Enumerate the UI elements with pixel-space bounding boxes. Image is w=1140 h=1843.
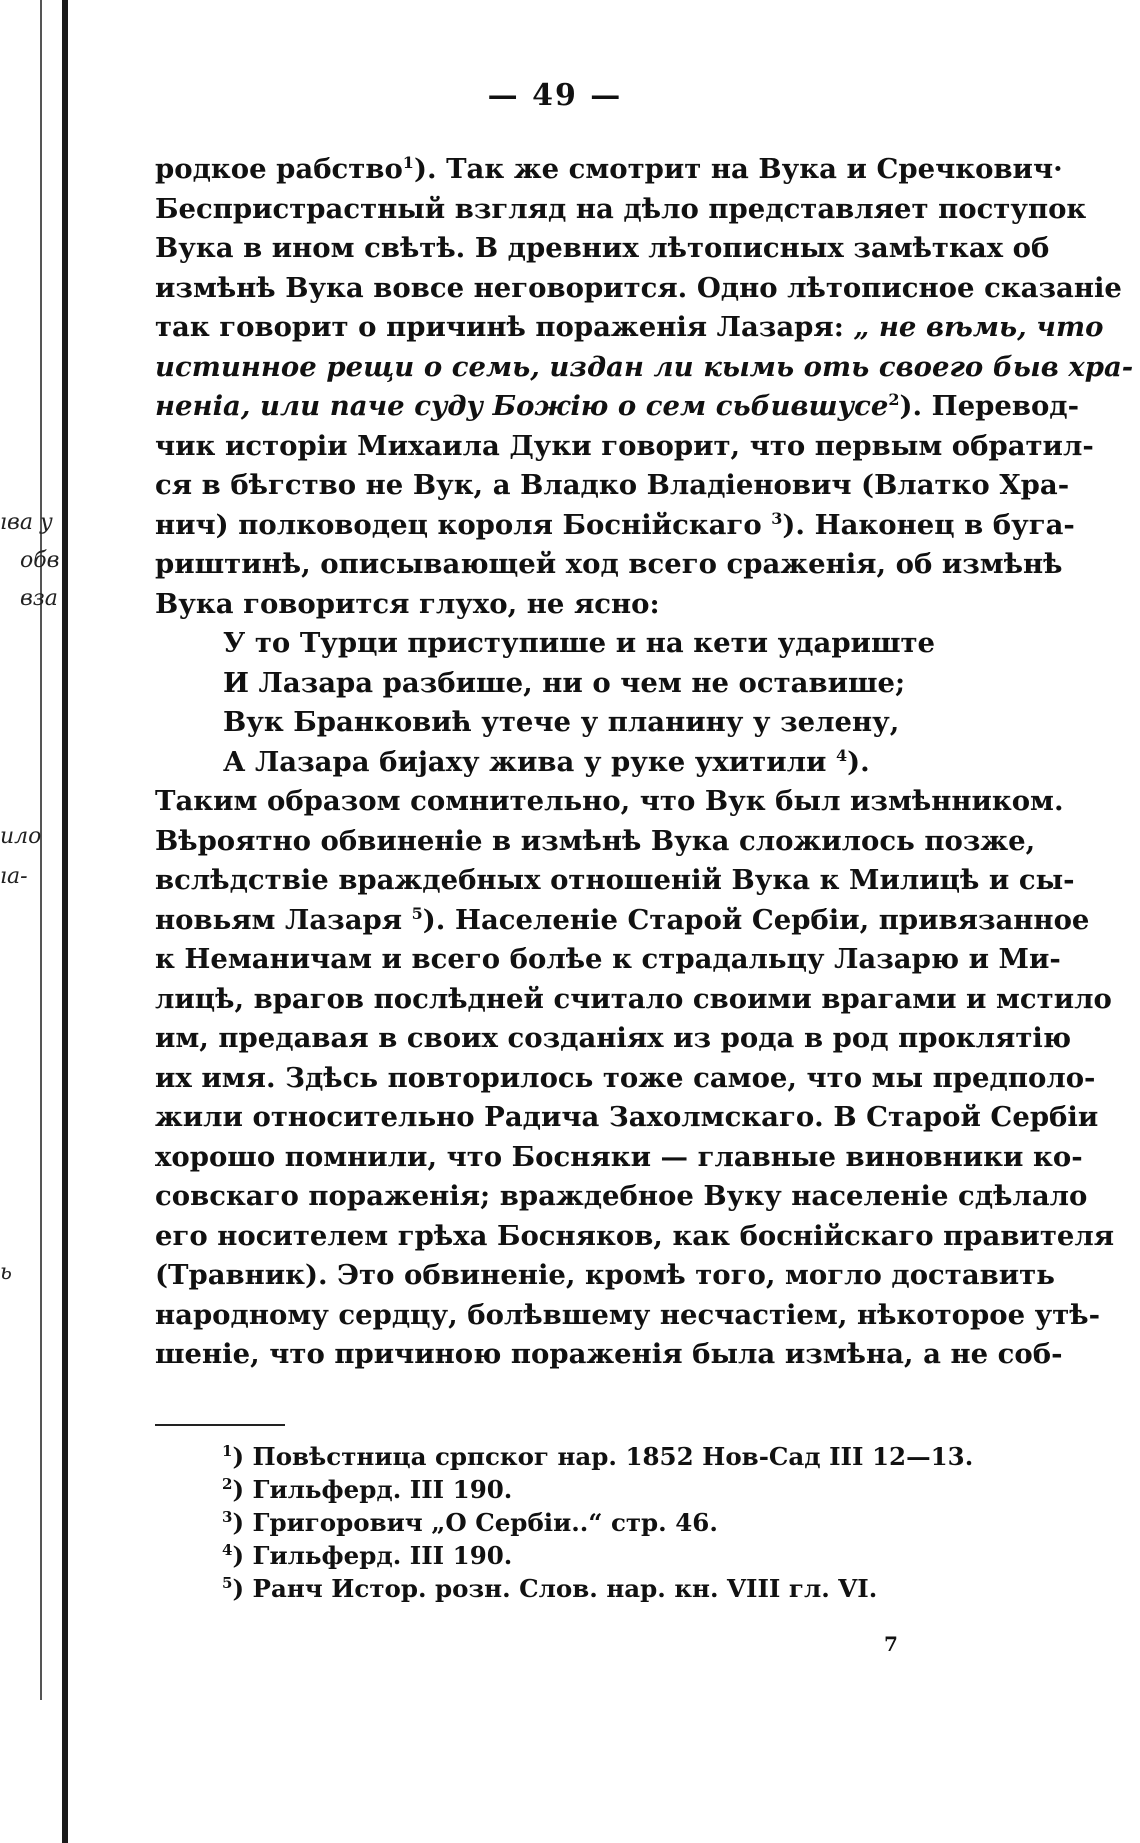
line-text: совскаго пораженія; враждебное Вуку населеніе сдѣлало [155,1180,1088,1212]
line-text: Вука говорится глухо, не ясно: [155,587,660,620]
line-text: шеніе, что причиною пораженія была измѣна, а не соб- [155,1338,1063,1370]
line-text: ся в бѣгство не Вук, а Владко Владіенович (Влатко Хра- [155,469,1070,501]
text-line [155,506,1075,546]
margin-fragment: ь [0,1260,12,1285]
line-text: так говорит о причинѣ пораженія Лазаря: [155,311,854,343]
text-line [155,1256,1055,1296]
text-line [155,1335,1063,1375]
footnote-text: ) Повѣстница српског нар. 1852 Нов-Сад III 12—13. [232,1442,974,1471]
margin-fragment: ıа- [0,864,28,889]
text-line [155,822,1036,862]
text-line [155,1098,1099,1138]
line-text: Вук Бранковић утече у планину у зелену, [223,706,900,738]
line-text: У то Турци приступише и на кети удариште [223,627,936,659]
line-text: ). [847,745,870,778]
footnote-ref: 3 [771,508,783,528]
paragraph-2 [155,782,1115,1375]
margin-fragment: ıва у [0,510,53,535]
signature-mark: 7 [884,1632,898,1656]
line-text: ). Перевод- [899,390,1080,422]
line-text: ). Так же смотрит на Вука и Сречкович· [413,153,1063,185]
text-line [155,1217,1115,1257]
text-line [155,1177,1088,1217]
line-text: им, предавая в своих созданіях из рода в род проклятію [155,1022,1072,1054]
footnote [222,1539,942,1572]
text-line [155,743,965,783]
text-line [155,229,1050,269]
line-text: чик исторіи Михаила Дуки говорит, что первым обратил- [155,429,1094,462]
footnote-divider [155,1424,285,1426]
main-text [155,150,1134,1375]
footnote-ref: 1 [402,152,414,172]
text-line [155,1296,1101,1336]
footnote-text: ) Гильферд. III 190. [232,1475,513,1504]
text-line [155,980,1112,1020]
footnote-ref: 5 [411,903,423,923]
line-text: лицѣ, врагов послѣдней считало своими врагами и мстило [155,982,1112,1015]
page-binding-edge [62,0,68,1843]
footnote-number: 2 [222,1474,233,1493]
margin-fragment: ило [0,824,42,849]
text-line [155,466,1070,506]
text-line [155,940,1061,980]
line-text: к Неманичам и всего болѣе к страдальцу Лазарю и Ми- [155,943,1061,975]
text-line [155,624,965,664]
line-text: измѣнѣ Вука вовсе неговорится. Одно лѣтописное сказаніе [155,271,1122,304]
line-text: Вѣроятно обвиненіе в измѣнѣ Вука сложилось позже, [155,824,1036,857]
text-line [155,703,965,743]
margin-fragment: вза [20,586,58,611]
footnote-ref: 4 [835,745,848,765]
page-number: — 49 — [487,78,623,113]
line-text: А Лазара бијаху жива у руке ухитили [223,745,836,778]
paragraph-1 [155,150,1134,624]
line-text: хорошо помнили, что Босняки — главные виновники ко- [155,1140,1083,1173]
text-line [155,308,1104,348]
text-line [155,190,1087,230]
line-text: (Травник). Это обвиненіе, кромѣ того, могло доставить [155,1259,1055,1291]
footnote-text: ) Ранч Истор. розн. Слов. нар. кн. VIII гл. VI. [232,1574,878,1603]
text-line [155,1059,1096,1099]
line-text: ). Населеніе Старой Сербіи, привязанное [422,903,1090,936]
line-text: Вука в ином свѣтѣ. В древних лѣтописных замѣтках об [155,232,1050,264]
italic-quote: истинное рещи о семь, издан ли кымь оть своего быв хра- [155,350,1134,383]
line-text: ). Наконец в буга- [782,508,1075,541]
text-line [155,545,1063,585]
text-line [155,150,1063,190]
verse-quote [155,624,965,782]
footnote [222,1440,974,1473]
text-line [155,861,1075,901]
text-line [155,387,1080,427]
italic-quote: „ не вѣмь, что [853,311,1104,343]
line-text: И Лазара разбише, ни о чем не оставише; [223,666,906,699]
footnote [222,1506,942,1539]
text-line [155,427,1094,467]
line-text: Таким образом сомнительно, что Вук был измѣнником. [155,785,1064,817]
footnote-number: 1 [222,1441,233,1460]
line-text: риштинѣ, описывающей ход всего сраженія, об измѣнѣ [155,548,1063,580]
text-line [155,664,965,704]
footnote-text: ) Гильферд. III 190. [232,1541,513,1570]
text-line [155,269,1122,309]
text-line [155,901,1090,941]
line-text: вслѣдствіе враждебных отношеній Вука к Милицѣ и сы- [155,864,1075,896]
line-text: Беспристрастный взгляд на дѣло представляет поступок [155,192,1087,225]
footnote-text: ) Григорович „О Сербіи..“ стр. 46. [232,1508,718,1537]
footnote [222,1473,942,1506]
line-text: родкое рабство [155,153,403,185]
footnote-number: 5 [222,1573,233,1592]
footnote [222,1572,942,1605]
line-text: нич) полководец короля Боснійскаго [155,508,772,541]
footnote-ref: 2 [888,389,900,409]
line-text: жили относительно Радича Захолмскаго. В Старой Сербіи [155,1101,1099,1133]
text-line [155,782,1064,822]
line-text: новьям Лазаря [155,903,412,936]
text-line [155,1138,1083,1178]
italic-quote: неніа, или паче суду Божію о сем сьбившусе [155,390,889,422]
line-text: народному сердцу, болѣвшему несчастіем, нѣкоторое утѣ- [155,1298,1101,1331]
text-line [155,1019,1072,1059]
text-line [155,348,1134,388]
footnotes [222,1440,974,1605]
line-text: его носителем грѣха Босняков, как боснійскаго правителя [155,1219,1115,1252]
margin-fragment: обв [20,548,60,573]
footnote-number: 4 [222,1540,233,1559]
text-line [155,585,965,625]
line-text: их имя. Здѣсь повторилось тоже самое, что мы предполо- [155,1061,1096,1094]
footnote-number: 3 [222,1507,233,1526]
